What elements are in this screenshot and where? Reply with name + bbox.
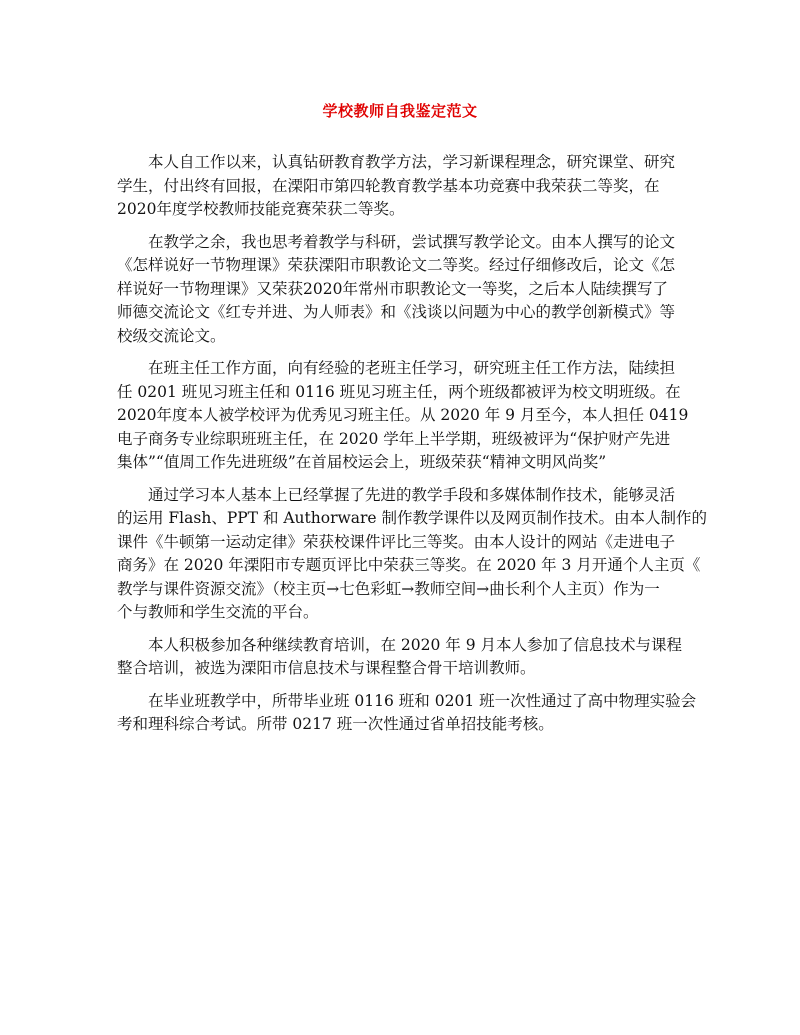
paragraph-4 [117, 484, 708, 625]
paragraph-5 [117, 634, 683, 681]
paragraph-line: 考和理科综合考试。所带 0217 班一次性通过省单招技能考核。 [117, 715, 554, 733]
paragraph-3 [117, 357, 689, 475]
paragraph-line: 教学与课件资源交流》（校主页→七色彩虹→教师空间→曲长利个人主页）作为一 [117, 579, 660, 598]
paragraph-line: 师德交流论文《红专并进、为人师表》和《浅谈以问题为中心的教学创新模式》等 [117, 303, 676, 321]
paragraph-line: 校级交流论文。 [117, 326, 226, 345]
paragraph-line: 样说好一节物理课》又荣获2020年常州市职教论文一等奖，之后本人陆续撰写了 [117, 279, 668, 298]
paragraph-line: 学生，付出终有回报，在溧阳市第四轮教育教学基本功竞赛中我荣获二等奖，在 [117, 176, 660, 195]
paragraph-1 [117, 151, 676, 222]
paragraph-line: 的运用 Flash、PPT 和 Authorware 制作教学课件以及网页制作技术。由本人制作的 [117, 509, 708, 527]
document-title: 学校教师自我鉴定范文 [322, 102, 478, 120]
paragraph-line: 课件《牛顿第一运动定律》荣获校课件评比三等奖。由本人设计的网站《走进电子 [117, 532, 676, 551]
paragraph-line: 本人自工作以来，认真钻研教育教学方法，学习新课程理念，研究课堂、研究 [148, 153, 676, 171]
paragraph-line: 2020年度本人被学校评为优秀见习班主任。从 2020 年 9 月至今，本人担任 0419 [117, 406, 689, 424]
paragraph-line: 商务》在 2020 年溧阳市专题页评比中荣获三等奖。在 2020 年 3 月开通个人主页《 [117, 556, 701, 574]
paragraph-line: 本人积极参加各种继续教育培训，在 2020 年 9 月本人参加了信息技术与课程 [148, 635, 683, 654]
paragraph-line: 在毕业班教学中，所带毕业班 0116 班和 0201 班一次性通过了高中物理实验会 [148, 691, 697, 710]
paragraph-line: 任 0201 班见习班主任和 0116 班见习班主任，两个班级都被评为校文明班级。在 [117, 382, 681, 401]
paragraph-line: 个与教师和学生交流的平台。 [117, 603, 319, 621]
paragraph-line: 《怎样说好一节物理课》荣获溧阳市职教论文二等奖。经过仔细修改后，论文《怎 [117, 256, 676, 274]
paragraph-line: 集体”“值周工作先进班级”在首届校运会上，班级荣获“精神文明风尚奖” [117, 453, 607, 471]
paragraph-line: 电子商务专业综职班班主任，在 2020 学年上半学期，班级被评为“保护财产先进 [117, 429, 671, 448]
paragraph-2 [117, 231, 676, 349]
document-body [117, 151, 708, 746]
paragraph-line: 整合培训，被选为溧阳市信息技术与课程整合骨干培训教师。 [117, 659, 536, 677]
paragraph-line: 在班主任工作方面，向有经验的老班主任学习，研究班主任工作方法，陆续担 [148, 359, 676, 377]
paragraph-line: 在教学之余，我也思考着教学与科研，尝试撰写教学论文。由本人撰写的论文 [148, 232, 676, 251]
paragraph-6 [117, 690, 697, 737]
paragraph-line: 2020年度学校教师技能竞赛荣获二等奖。 [117, 200, 405, 218]
paragraph-line: 通过学习本人基本上已经掌握了先进的教学手段和多媒体制作技术，能够灵活 [148, 485, 676, 504]
